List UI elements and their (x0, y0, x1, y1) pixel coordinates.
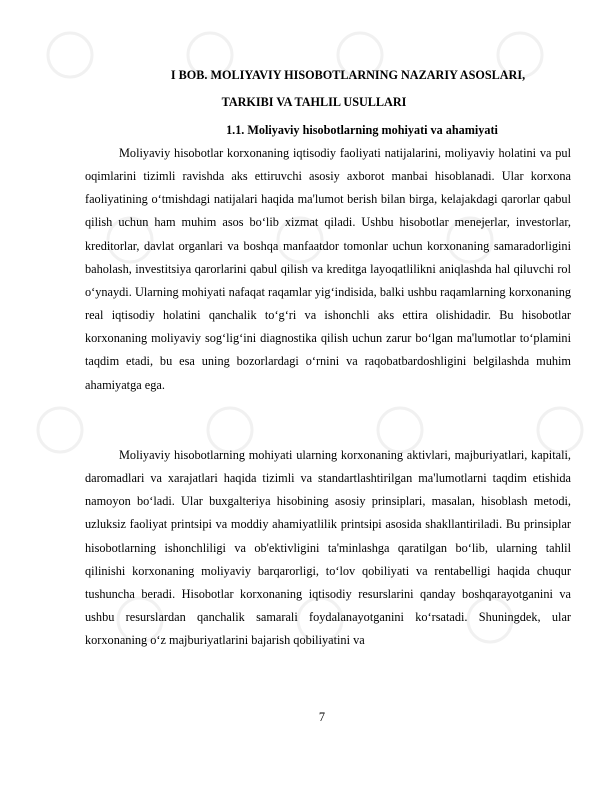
page-number: 7 (318, 710, 326, 724)
paragraph: Moliyaviy hisobotlarning mohiyati ularning korxonaning aktivlari, majburiyatlari, kapitali, daromadlari va xarajatlari haqida tizimli va standartlashtirilgan ma'lumotlarni taqdim etishida namoyon bo‘ladi. Ular buxgalteriya hisobining asosiy prinsiplari, masalan, hisoblash metodi, uzluksiz faoliyat printsipi va moddiy ahamiyatlilik printsipi asosida shakllantiriladi. Bu prinsiplar hisobotlarning ishonchliligi va ob'ektivligini ta'minlashga qaratilgan bo‘lib, ularning tahlil qilinishi korxonaning moliyaviy barqarorligi, to‘lov qobiliyati va rentabelligi haqida chuqur tushuncha beradi. Hisobotlar korxonaning iqtisodiy resurslarini qanday boshqarayotganini va ushbu resurslardan qanchalik samarali foydalanayotganini ko‘rsatadi. Shuningdek, ular korxonaning o‘z majburiyatlarini bajarish qobiliyatini va (85, 448, 571, 648)
paragraph: Moliyaviy hisobotlar korxonaning iqtisodiy faoliyati natijalarini, moliyaviy holatini va pul oqimlarini tizimli ravishda aks ettiruvchi asosiy axborot manbai hisoblanadi. Ular korxona faoliyatining o‘tmishdagi natijalari haqida ma'lumot berish bilan birga, kelajakdagi qarorlar qabul qilish uchun ham muhim asos bo‘lib xizmat qiladi. Ushbu hisobotlar menejerlar, investorlar, kreditorlar, davlat organlari va boshqa manfaatdor tomonlar uchun korxonaning samaradorligini baholash, investitsiya qarorlarini qabul qilish va kreditga layoqatlilikni aniqlashda hal qiluvchi rol o‘ynaydi. Ularning mohiyati nafaqat raqamlar yig‘indisida, balki ushbu raqamlarning korxonaning real iqtisodiy holatini qanchalik to‘g‘ri va ishonchli aks ettira olishidadir. Bu hisobotlar korxonaning moliyaviy sog‘lig‘ini diagnostika qilish uchun zarur bo‘lgan ma'lumotlar to‘plamini taqdim etadi, bu esa uning bozorlardagi o‘rnini va raqobatbardoshligini belgilashda muhim ahamiyatga ega. (85, 146, 571, 392)
section-title: 1.1. Moliyaviy hisobotlarning mohiyati va ahamiyati (226, 123, 498, 137)
chapter-subtitle: TARKIBI VA TAHLIL USULLARI (221, 95, 407, 109)
chapter-title: I BOB. MOLIYAVIY HISOBOTLARNING NAZARIY ASOSLARI, (170, 68, 526, 82)
